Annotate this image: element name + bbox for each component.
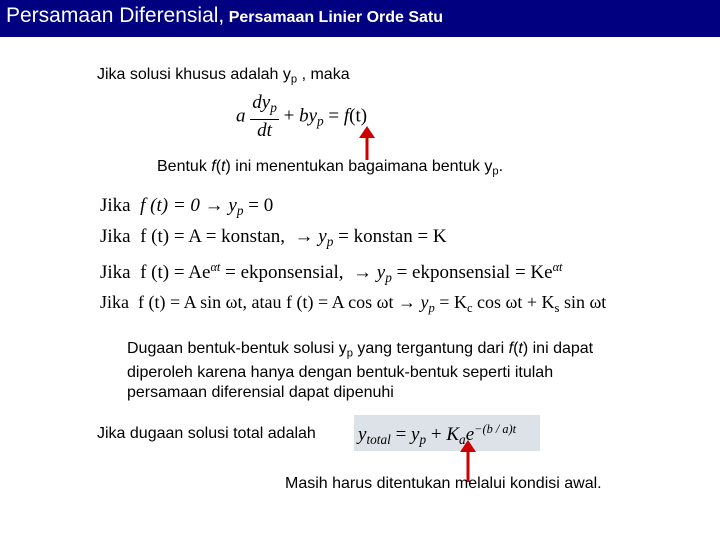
form-note: Bentuk f(t) ini menentukan bagaimana bentuk $y_p$. xyxy=(157,158,504,178)
derivative-fraction: $\frac{dy_p}{dt}$ xyxy=(252,92,277,141)
case-row-zero: Jika f $(t) = 0 \to y_p = 0$ xyxy=(100,195,274,218)
case-row-exponential: Jika f $(t) = Ae^{\alpha t}$ = ekponsensial, → $y_p$ = ekponsensial = $Ke^{\alpha t}$ xyxy=(100,260,563,285)
arrow-to-ft xyxy=(357,126,377,160)
main-equation: a $\frac{dy_p}{dt}$ + $by_p = f(t)$ xyxy=(236,92,368,141)
total-solution-equation: $y_{total} = y_p + K_ae^{-(b / a)t}$ xyxy=(358,422,517,447)
page-subtitle: Persamaan Linier Orde Satu xyxy=(228,9,444,26)
case-row-sinusoidal: Jika f (t) = A sin ωt, atau f (t) = A $\cos \omega t \to y_p = K_c$ $\cos \omega t + K_s$ sin ωt xyxy=(100,292,607,315)
total-intro: Jika dugaan solusi total adalah xyxy=(97,425,316,442)
final-note: Masih harus ditentukan melalui kondisi awal. xyxy=(285,475,602,492)
intro-text: Jika solusi khusus adalah $y_p$ , maka xyxy=(97,66,350,86)
case-row-constant: Jika f (t) = A = konstan, → $y_p$ = konstan = K xyxy=(100,226,447,249)
title-bar xyxy=(0,0,720,37)
page-title: Persamaan Diferensial, xyxy=(6,4,225,27)
guess-note: Dugaan bentuk-bentuk solusi $y_p$ yang tergantung dari f(t) ini dapat diperoleh karena hanya dengan bentuk-bentuk seperti itulah persamaan diferensial dapat dipenuhi xyxy=(127,340,594,402)
